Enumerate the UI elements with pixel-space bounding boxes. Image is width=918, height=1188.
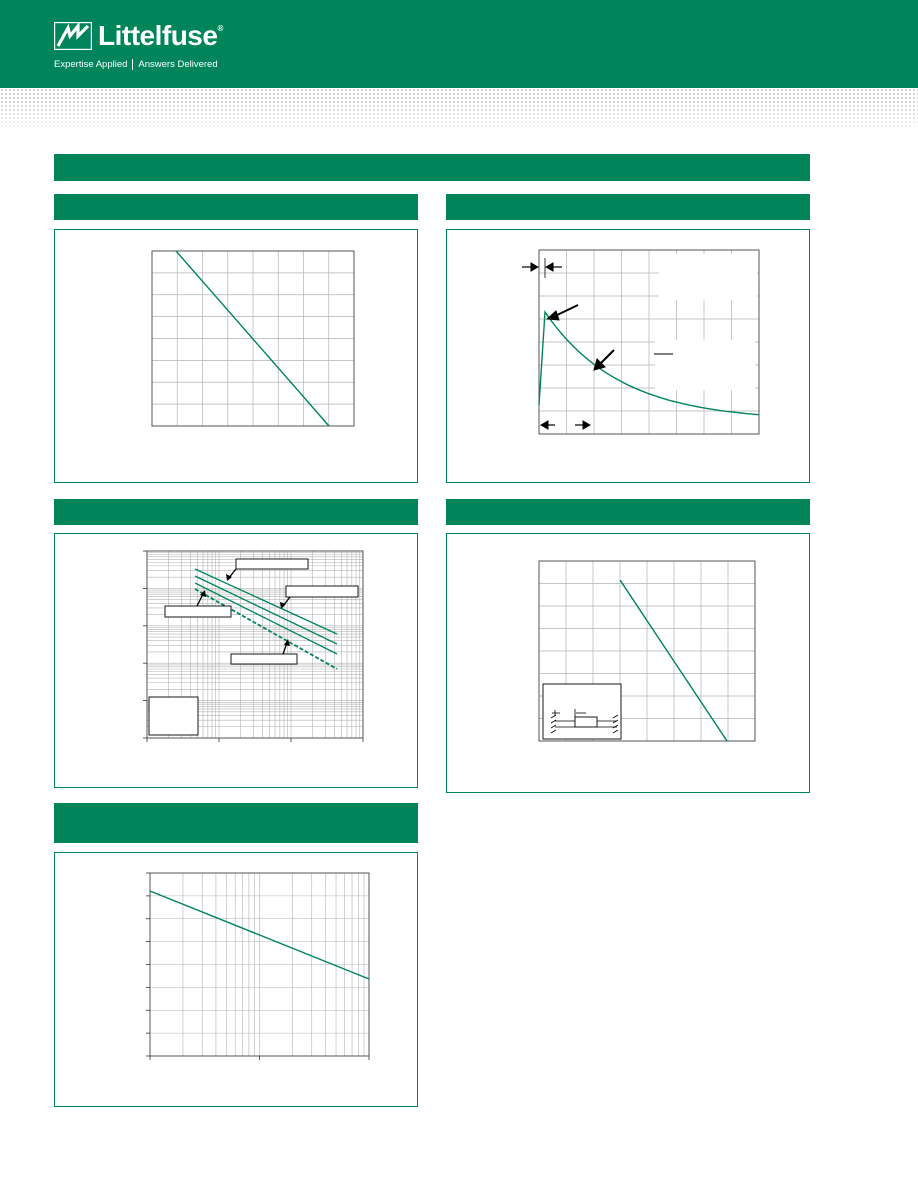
- figure-3-callout-2: [286, 586, 358, 597]
- figure-3-callout-1: [236, 559, 308, 569]
- figure-4-panel: [446, 533, 810, 793]
- figure-3-panel: [54, 533, 418, 788]
- figure-1-chart: [55, 230, 419, 484]
- tagline-right: Answers Delivered: [138, 59, 218, 71]
- figure-3-callout-4: [231, 654, 297, 664]
- tagline-divider: [132, 59, 133, 70]
- figure-2-formula-mask: [655, 340, 755, 390]
- figure-3-chart: [55, 534, 419, 789]
- figure-4-curve: [620, 580, 727, 741]
- figure-2-panel: [446, 229, 810, 483]
- figure-5-panel: [54, 852, 418, 1107]
- figure-3-callout-3: [165, 606, 231, 617]
- figure-2-label-mask: [659, 254, 757, 300]
- figure-2-chart: [447, 230, 811, 484]
- figure-2-title-bar: [446, 194, 810, 220]
- figure-1-panel: [54, 229, 418, 483]
- figure-5-chart: [55, 853, 419, 1108]
- section-title-bar: [54, 154, 810, 181]
- figure-4-chart: [447, 534, 811, 794]
- figure-1-title-bar: [54, 194, 418, 220]
- tagline: [54, 59, 218, 70]
- brand-name: Littelfuse®: [98, 20, 223, 51]
- figure-3-legend-box: [149, 697, 198, 735]
- littelfuse-logo-icon: [54, 22, 92, 50]
- figure-5-title-bar: [54, 803, 418, 843]
- figure-4-title-bar: [446, 499, 810, 525]
- figure-3-title-bar: [54, 499, 418, 525]
- tagline-left: Expertise Applied: [54, 59, 128, 71]
- page-header: [0, 0, 918, 88]
- test-circuit-inset: [543, 684, 621, 739]
